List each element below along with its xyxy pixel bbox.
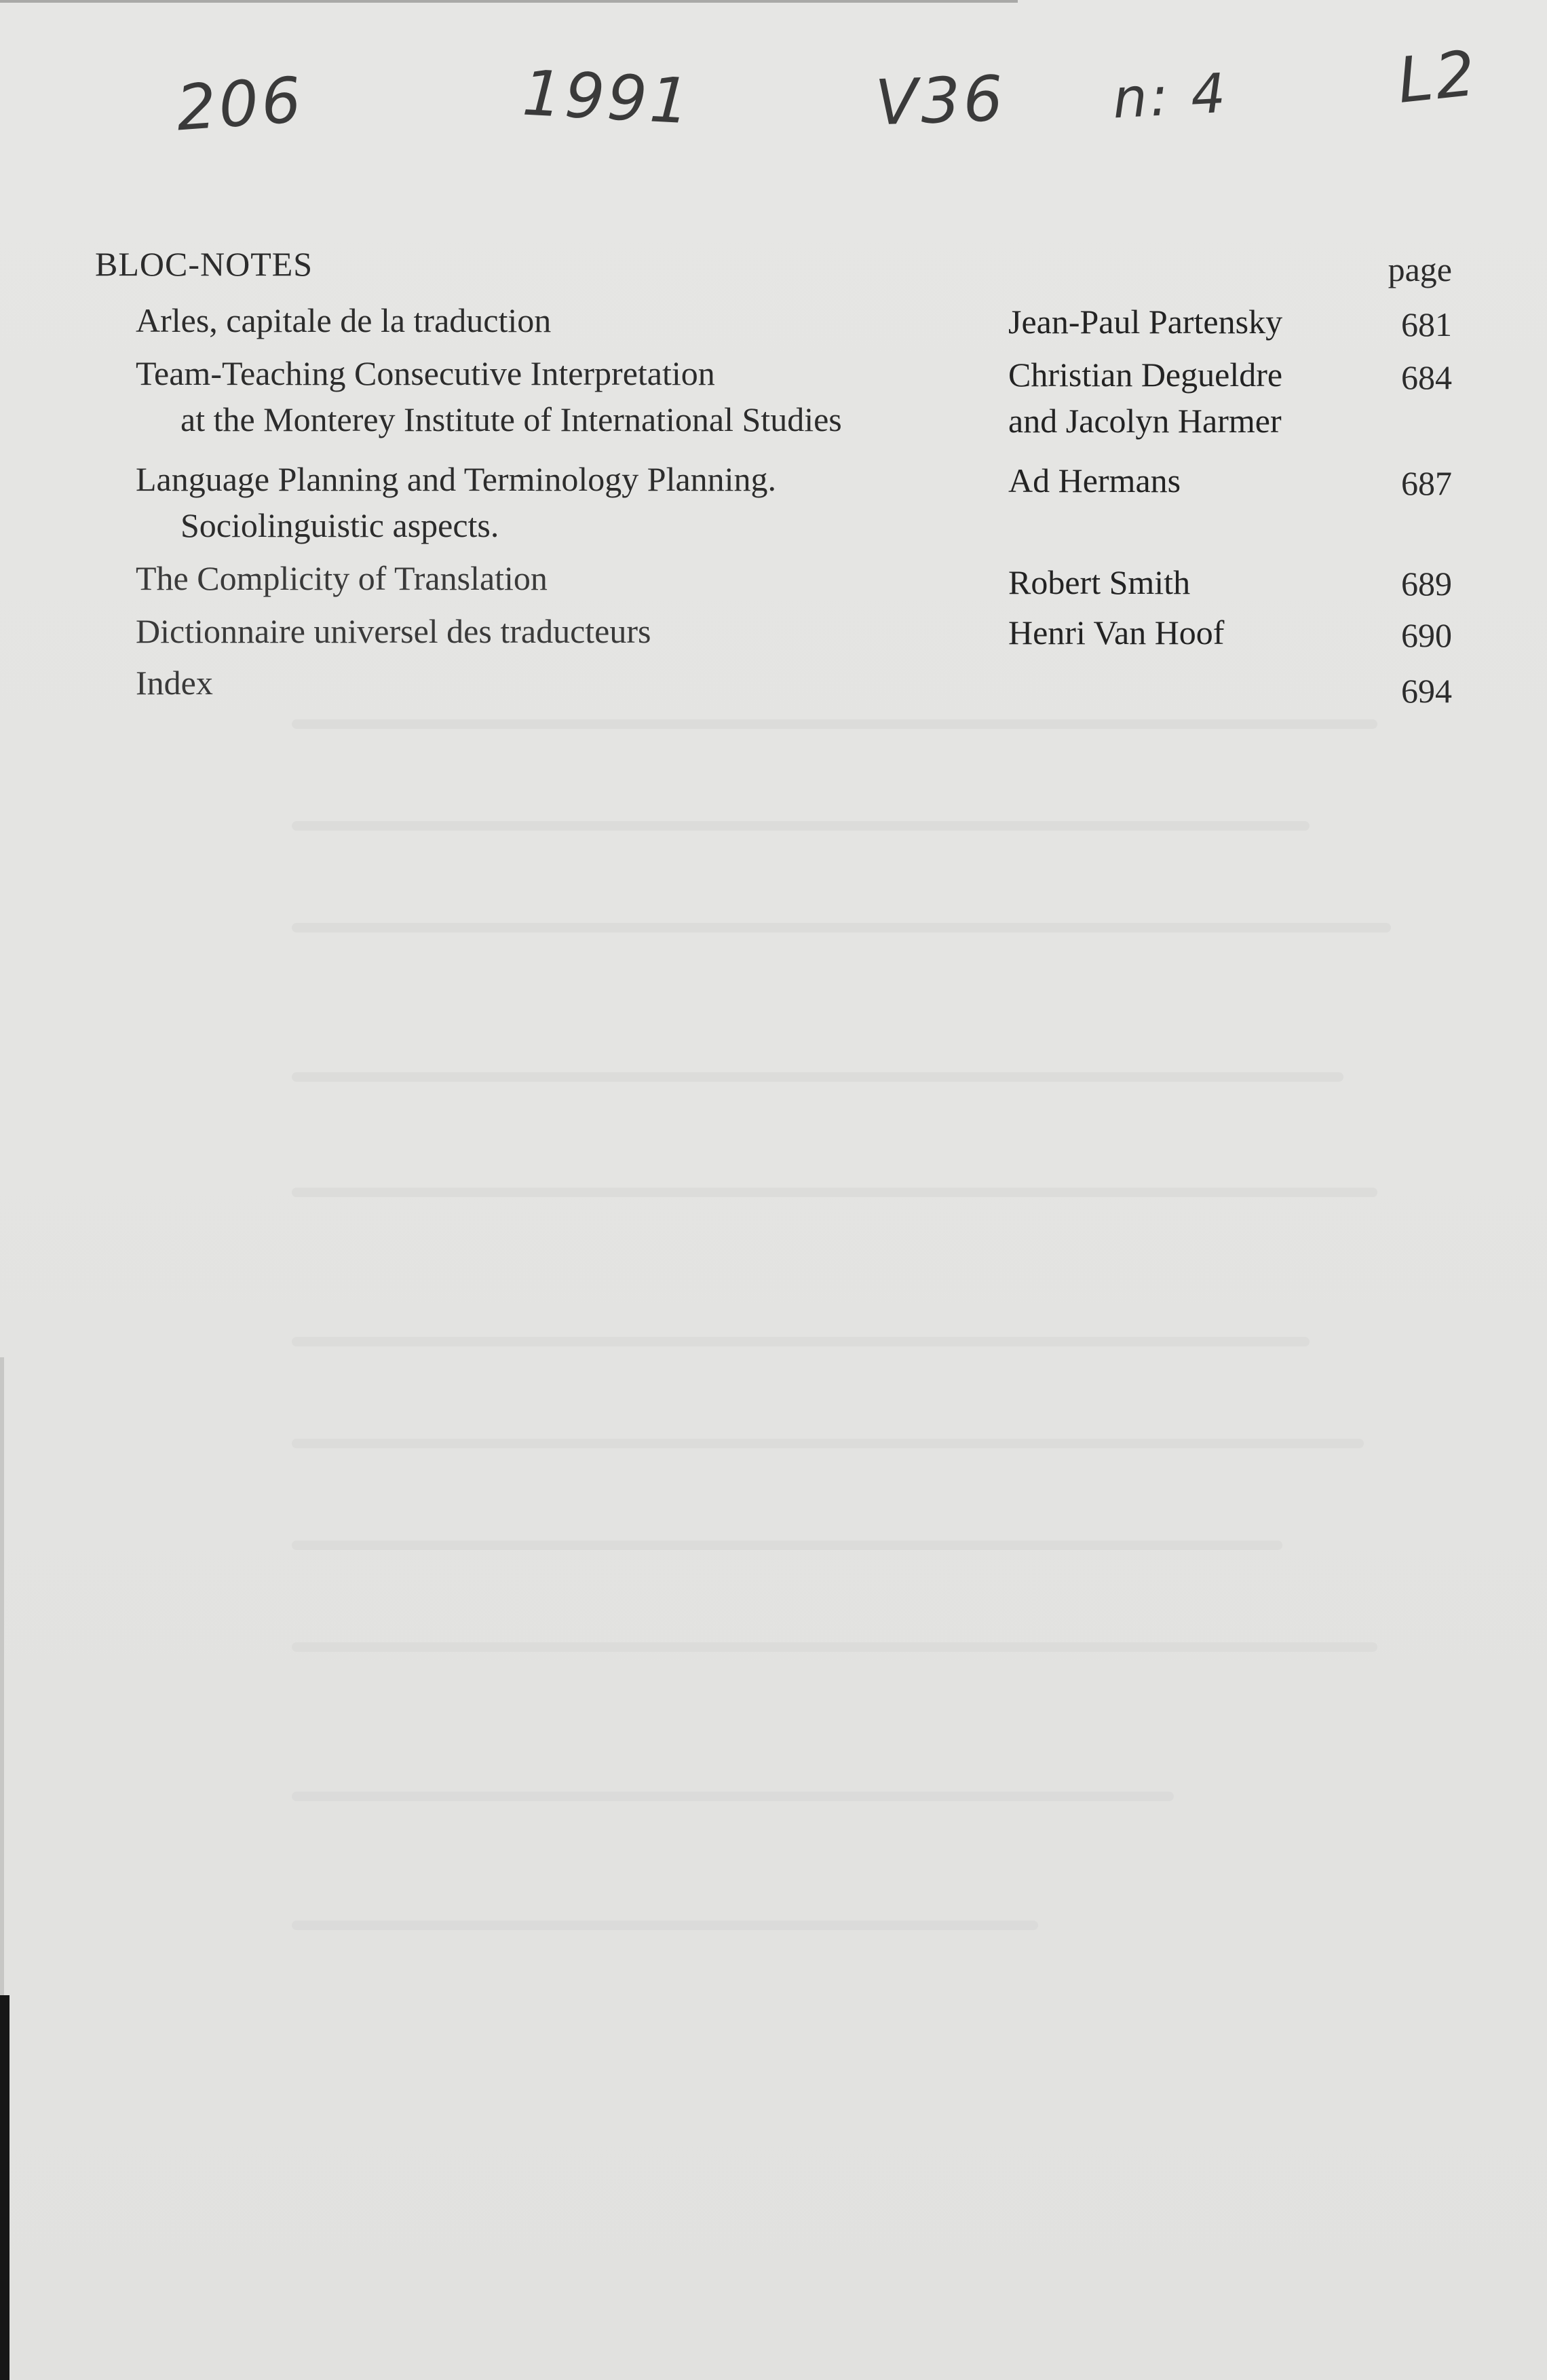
bleed-through-line (292, 719, 1377, 729)
entry-title (136, 297, 1018, 343)
bleed-through-line (292, 923, 1391, 932)
entry-author: Ad Hermans (1008, 461, 1181, 499)
handwritten-mark: 206 (174, 63, 307, 145)
bleed-through-line (292, 1439, 1364, 1448)
entry-title (136, 555, 1018, 601)
entry-author (1008, 352, 1361, 444)
entry-page-number: 690 (1401, 616, 1452, 654)
entry-title (136, 350, 1018, 442)
bleed-through-line (292, 1792, 1174, 1801)
page-left-edge (0, 1995, 9, 2380)
handwritten-mark: L2 (1394, 37, 1482, 117)
entry-title-line: Team-Teaching Consecutive Interpretation (136, 354, 715, 392)
entry-title (136, 608, 1018, 654)
section-title: BLOC-NOTES (95, 245, 313, 283)
bleed-through-line (292, 1337, 1310, 1346)
entry-author-line: Christian Degueldre (1008, 356, 1283, 394)
entry-page-number: 684 (1401, 358, 1452, 396)
handwritten-mark: 1991 (520, 56, 694, 138)
bleed-through-line (292, 1642, 1377, 1652)
entry-title (136, 456, 1018, 548)
bleed-through-line (292, 1072, 1343, 1082)
bleed-through-line (292, 1188, 1377, 1197)
page-column-header: page (1388, 250, 1452, 288)
entry-title-line: Index (136, 664, 213, 702)
entry-author: Robert Smith (1008, 563, 1191, 601)
entry-title-line: Language Planning and Terminology Planning. (136, 460, 777, 498)
entry-title-continuation: Sociolinguistic aspects. (180, 506, 499, 544)
entry-page-number: 689 (1401, 565, 1452, 603)
entry-author-continuation: and Jacolyn Harmer (1008, 402, 1282, 440)
entry-page-number: 681 (1401, 305, 1452, 343)
entry-title-continuation: at the Monterey Institute of International Studies (180, 400, 842, 438)
entry-author: Henri Van Hoof (1008, 613, 1225, 651)
bleed-through-line (292, 821, 1310, 831)
handwritten-call-number (0, 27, 1547, 149)
entry-author: Jean-Paul Partensky (1008, 303, 1283, 341)
handwritten-mark: V36 (874, 62, 1007, 140)
entry-title (136, 660, 1018, 706)
page-top-edge (0, 0, 1018, 3)
bleed-through-line (292, 1541, 1282, 1550)
entry-title-line: The Complicity of Translation (136, 559, 548, 597)
entry-title-line: Arles, capitale de la traduction (136, 301, 552, 339)
entry-title-line: Dictionnaire universel des traducteurs (136, 612, 651, 650)
bleed-through-line (292, 1921, 1038, 1930)
entry-page-number: 694 (1401, 672, 1452, 710)
handwritten-mark: n: 4 (1111, 61, 1230, 131)
page-left-shadow (0, 1357, 4, 1995)
entry-page-number: 687 (1401, 464, 1452, 502)
